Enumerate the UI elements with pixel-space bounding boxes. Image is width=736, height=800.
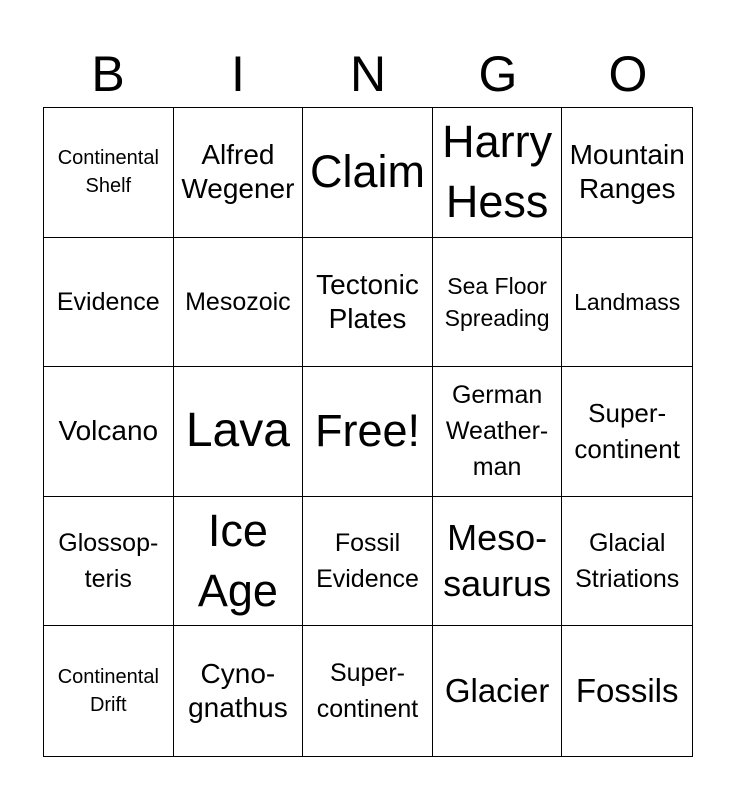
cell-text: Landmass (574, 288, 681, 315)
bingo-header (43, 44, 693, 106)
cell-text: Sea Floor Spreading (444, 272, 550, 331)
bingo-cell-r2c2[interactable] (174, 238, 304, 368)
cell-text: Cyno-gnathus (188, 658, 288, 724)
bingo-cell-r1c4[interactable] (433, 108, 563, 238)
bingo-cell-r4c1[interactable] (44, 497, 174, 627)
cell-text: Tectonic Plates (316, 268, 419, 334)
bingo-cell-r2c3[interactable] (303, 238, 433, 368)
cell-text: Continental Drift (57, 666, 159, 717)
cell-text: Volcano (58, 415, 159, 447)
cell-text: Evidence (56, 287, 160, 316)
header-letter-g: G (478, 46, 518, 102)
cell-text: Fossil Evidence (316, 529, 419, 594)
bingo-cell-r4c4[interactable] (433, 497, 563, 627)
header-letter-b: B (91, 46, 125, 102)
cell-text: Free! (314, 405, 420, 457)
bingo-cell-r5c5[interactable] (562, 626, 692, 756)
cell-text: Super-continent (574, 398, 680, 465)
cell-text: Mountain Ranges (569, 139, 685, 205)
cell-text: Glossop-teris (58, 529, 159, 594)
cell-text: Fossils (575, 672, 679, 710)
bingo-cell-r5c4[interactable] (433, 626, 563, 756)
bingo-cell-r1c5[interactable] (562, 108, 692, 238)
cell-text: Continental Shelf (57, 147, 159, 198)
bingo-cell-r2c1[interactable] (44, 238, 174, 368)
header-letter-i: I (231, 46, 245, 102)
cell-text: Mesozoic (185, 287, 291, 316)
bingo-cell-r1c2[interactable] (174, 108, 304, 238)
bingo-cell-r3c5[interactable] (562, 367, 692, 497)
bingo-cell-r5c1[interactable] (44, 626, 174, 756)
header-letter-n: N (349, 46, 387, 102)
cell-text: German Weather-man (445, 381, 549, 482)
bingo-cell-r3c4[interactable] (433, 367, 563, 497)
cell-text: Lava (185, 404, 290, 458)
bingo-cell-r1c1[interactable] (44, 108, 174, 238)
bingo-cell-r2c4[interactable] (433, 238, 563, 368)
cell-text: Glacial Striations (575, 529, 680, 594)
cell-text: Meso-saurus (443, 517, 552, 605)
bingo-cell-r3c2[interactable] (174, 367, 304, 497)
cell-text: Ice Age (197, 505, 278, 617)
cell-text: Harry Hess (442, 116, 553, 228)
bingo-cell-r5c2[interactable] (174, 626, 304, 756)
cell-text: Glacier (444, 672, 550, 710)
cell-text: Claim (309, 146, 425, 198)
bingo-cell-r4c3[interactable] (303, 497, 433, 627)
header-letter-o: O (608, 46, 648, 102)
bingo-cell-r3c3[interactable] (303, 367, 433, 497)
bingo-cell-r3c1[interactable] (44, 367, 174, 497)
bingo-board (43, 107, 693, 757)
cell-text: Super-continent (316, 659, 419, 724)
bingo-cell-r2c5[interactable] (562, 238, 692, 368)
bingo-cell-r5c3[interactable] (303, 626, 433, 756)
bingo-cell-r1c3[interactable] (303, 108, 433, 238)
bingo-cell-r4c2[interactable] (174, 497, 304, 627)
cell-text: Alfred Wegener (181, 139, 295, 205)
bingo-cell-r4c5[interactable] (562, 497, 692, 627)
